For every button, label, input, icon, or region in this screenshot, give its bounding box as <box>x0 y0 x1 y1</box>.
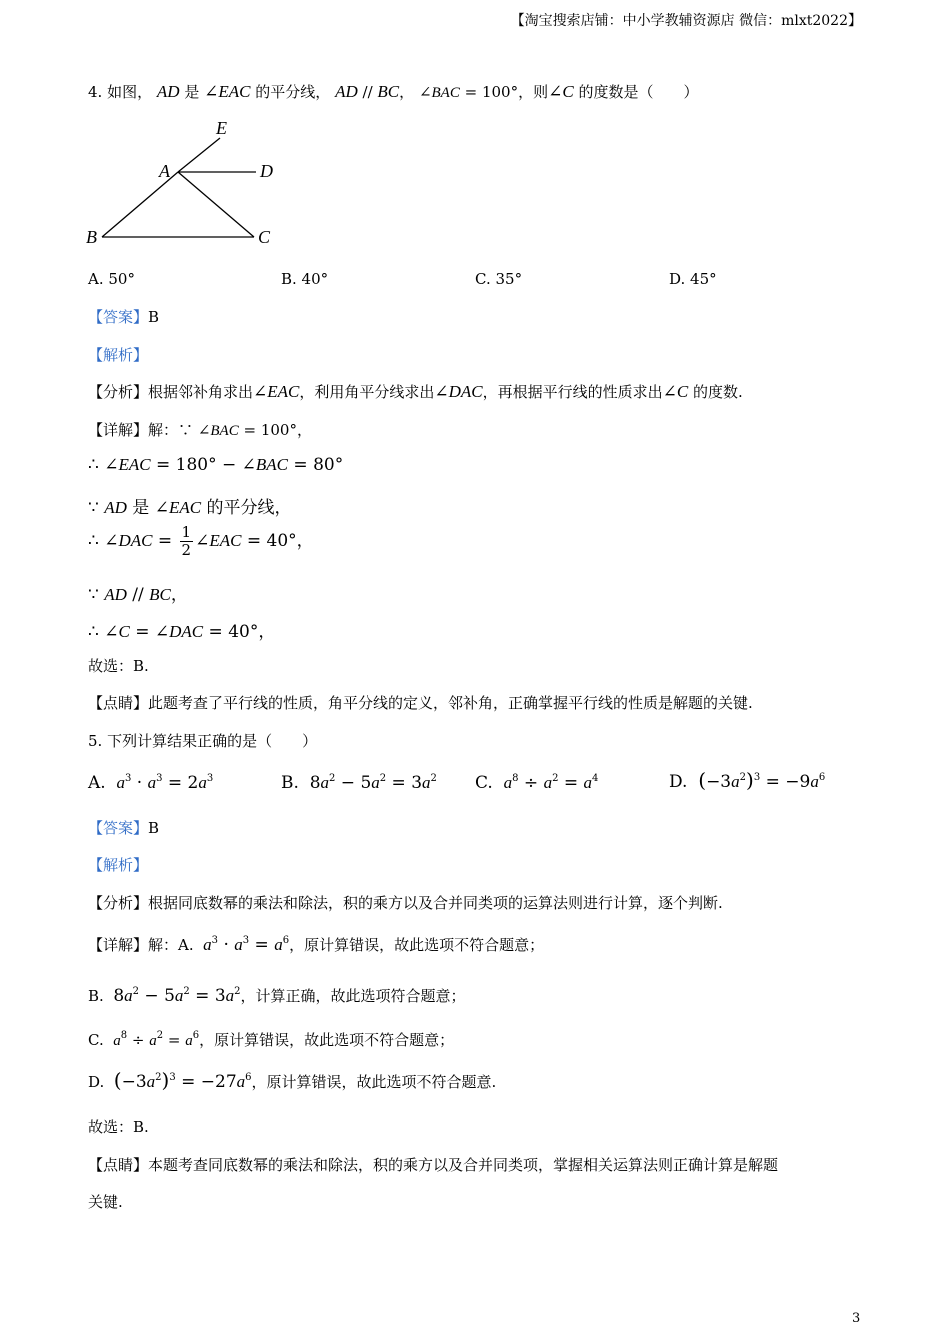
page-number: 3 <box>852 1311 861 1326</box>
q4-detail-6: ∴ ∠C = ∠DAC = 40°， <box>88 622 276 642</box>
q4-option-d: D. 45° <box>669 270 717 288</box>
q4-detail-2: ∴ ∠EAC = 180° − ∠BAC = 80° <box>88 455 344 475</box>
line-ae <box>178 138 220 172</box>
q5-stem: 5. 下列计算结果正确的是（ ） <box>88 732 318 750</box>
q5-option-d: D. $(-3a^2)^3 = -9a^6$ <box>669 768 826 792</box>
q4-option-c: C. 35° <box>475 270 523 288</box>
line-ac <box>178 172 254 237</box>
q4-option-a: A. 50° <box>88 270 135 288</box>
q5-detail-c: C. $a^8 \div a^2 = a^6$，原计算错误，故此选项不符合题意； <box>88 1030 455 1049</box>
label-c: C <box>258 227 271 247</box>
q5-option-b: B. $8a^2 - 5a^2 = 3a^2$ <box>281 773 437 793</box>
q5-analysis-tag: 【解析】 <box>88 856 149 874</box>
q4-option-b: B. 40° <box>281 270 329 288</box>
q4-answer: 【答案】B <box>88 308 160 326</box>
q5-detail-a: 【详解】解：A. $a^3 \cdot a^3 = a^6$，原计算错误，故此选项不符合题意； <box>88 935 545 955</box>
q4-detail-5: ∵ AD // BC， <box>88 585 188 605</box>
q5-option-c: C. $a^8 \div a^2 = a^4$ <box>475 773 599 793</box>
label-d: D <box>260 161 273 181</box>
q5-option-a: A. $a^3 \cdot a^3 = 2a^3$ <box>88 773 214 793</box>
q5-answer: 【答案】B <box>88 819 160 837</box>
q5-dianjing-cont: 关键. <box>88 1193 123 1211</box>
q5-fenxi: 【分析】根据同底数幂的乘法和除法，积的乘方以及合并同类项的运算法则进行计算，逐个判断. <box>88 894 723 912</box>
q5-detail-b: B. $8a^2 - 5a^2 = 3a^2$，计算正确，故此选项符合题意； <box>88 986 466 1006</box>
q4-analysis-tag: 【解析】 <box>88 346 149 364</box>
q4-diagram <box>80 112 300 252</box>
line-ab <box>102 172 178 237</box>
label-a: A <box>159 161 170 181</box>
label-b: B <box>86 227 97 247</box>
label-e: E <box>216 118 227 138</box>
q5-detail-d: D. $(-3a^2)^3 = -27a^6$，原计算错误，故此选项不符合题意. <box>88 1068 497 1092</box>
q5-dianjing: 【点睛】本题考查同底数幂的乘法和除法，积的乘方以及合并同类项，掌握相关运算法则正确计算是解题 <box>88 1156 779 1174</box>
q4-stem: 4. 如图， AD 是 ∠EAC 的平分线， AD // BC， ∠BAC = 100°，则∠C 的度数是（ ） <box>88 82 699 101</box>
q4-dianjing: 【点睛】此题考查了平行线的性质，角平分线的定义，邻补角，正确掌握平行线的性质是解题的关键. <box>88 694 753 712</box>
q4-detail-3: ∵ AD 是 ∠EAC 的平分线， <box>88 498 292 518</box>
page-header: 【淘宝搜索店铺：中小学教辅资源店 微信：mlxt2022】 <box>510 13 862 29</box>
q4-detail-1: 【详解】解：∵ ∠BAC = 100°， <box>88 421 312 439</box>
q4-fenxi: 【分析】根据邻补角求出∠EAC，利用角平分线求出∠DAC，再根据平行线的性质求出∠C 的度数. <box>88 382 743 401</box>
q5-choose: 故选：B. <box>88 1118 149 1136</box>
q4-detail-4: ∴ ∠DAC = $\frac{1}{2}$ ∠EAC = 40°， <box>88 523 314 559</box>
q4-choose: 故选：B. <box>88 657 149 675</box>
